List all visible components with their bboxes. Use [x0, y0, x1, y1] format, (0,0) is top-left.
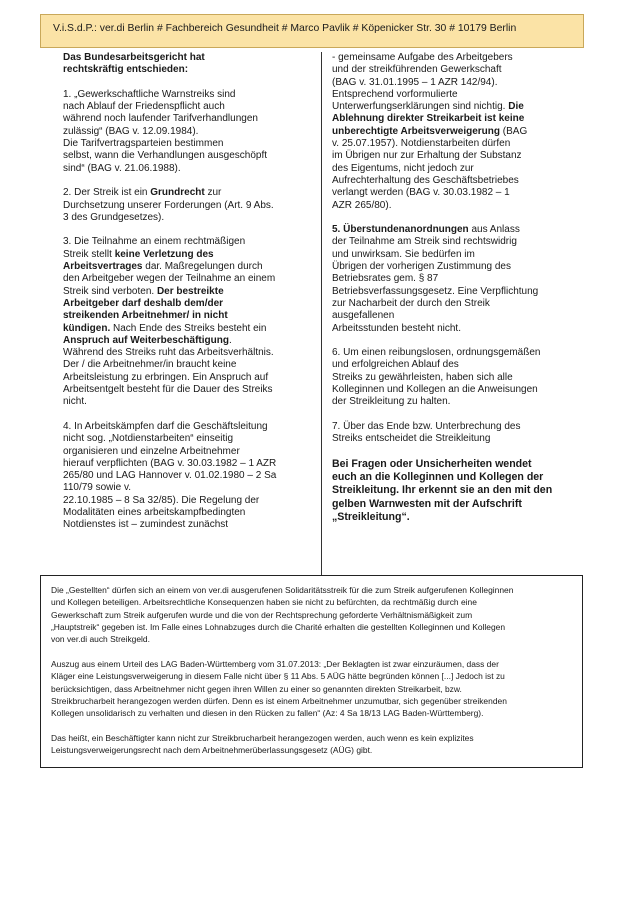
point-7: 7. Über das Ende bzw. Unterbrechung des Streiks entscheidet die Streikleitung: [332, 420, 521, 445]
point-2: 2. Der Streik ist ein Grundrecht zur Durchsetzung unserer Forderungen (Art. 9 Abs. 3 des Grundgesetzes).: [63, 187, 274, 223]
point-6: 6. Um einen reibungslosen, ordnungsgemäßen und erfolgreichen Ablauf des Streiks zu gewährleisten, haben sich alle Kolleginnen und Kollegen an die Anweisungen der Streikleitung zu halten.: [332, 347, 541, 408]
imprint-text: V.i.S.d.P.: ver.di Berlin # Fachbereich Gesundheit # Marco Pavlik # Köpenicker Str. 30 # 10179 Berlin: [53, 23, 517, 34]
notice-paragraph-1: Die „Gestellten“ dürfen sich an einem von ver.di ausgerufenen Solidaritätsstreik für die zum Streik aufgerufenen Kolleginnen und Kollegen beteiligen. Arbeitsrechtliche Konsequenzen haben sie nicht zu befürchten, da rechtmäßig durch eine Gewerkschaft zum Streik aufgerufen wurde und die von der Rechtsprechung geforderte Verhältnismäßigkeit zum „Hauptstreik“ gegeben ist. Im Falle eines Lohnabzuges durch die Charité erhalten die gestellten Kolleginnen und Kollegen von ver.di auch Streikgeld.: [51, 585, 514, 645]
imprint-header: [40, 14, 584, 48]
notice-box: [40, 575, 583, 768]
point-4-continued: - gemeinsame Aufgabe des Arbeitgebers und der streikführenden Gewerkschaft (BAG v. 31.01.1995 – 1 AZR 142/94). Entsprechend vorformulierte Unterwerfungserklärungen sind nichtig. Die Ablehnung direkter Streikarbeit ist keine unberechtigte Arbeitsverweigerung (BAG v. 25.07.1957). Notdienstarbeiten dürfen im Übrigen nur zur Erhaltung der Substanz des Eigentums, nicht jedoch zur Aufrechterhaltung des Geschäftsbetriebes verlangt werden (BAG v. 30.03.1982 – 1 AZR 265/80).: [332, 52, 528, 211]
intro-heading: Das Bundesarbeitsgericht hat rechtskräftig entschieden:: [63, 52, 205, 76]
notice-paragraph-2: Auszug aus einem Urteil des LAG Baden-Württemberg vom 31.07.2013: „Der Beklagten ist zwar einzuräumen, dass der Kläger eine Leistungsverweigerung in diesem Falle nicht über § 11 Abs. 5 AÜG hätte begründen können [...] Jedoch ist zu berücksichtigen, dass Arbeitnehmer nicht gegen ihren Willen zu einer so genannten direkten Streikarbeit, bzw. Streikbrucharbeit herangezogen werden dürfen. Denn es ist einem Arbeitnehmer unzumutbar, sich gegenüber streikenden Kollegen unsolidarisch zu verhalten und diesen in den Rücken zu fallen“ (Az: 4 Sa 18/13 LAG Baden-Württemberg).: [51, 659, 507, 719]
left-column: [63, 52, 311, 532]
right-column: [332, 52, 576, 524]
point-3: 3. Die Teilnahme an einem rechtmäßigen Streik stellt keine Verletzung des Arbeitsvertrages dar. Maßregelungen durch den Arbeitgeber wegen der Teilnahme an einem Streik sind verboten. Der bestreikte Arbeitgeber darf deshalb dem/der streikenden Arbeitnehmer/ in nicht kündigen. Nach Ende des Streiks besteht ein Anspruch auf Weiterbeschäftigung. Während des Streiks ruht das Arbeitsverhältnis. Der / die Arbeitnehmer/in braucht keine Arbeitsleistung zu erbringen. Ein Anspruch auf Arbeitsentgelt besteht für die Dauer des Streiks nicht.: [63, 236, 276, 408]
point-1: 1. „Gewerkschaftliche Warnstreiks sind nach Ablauf der Friedenspflicht auch während noch laufender Tarifverhandlungen zulässig“ (BAG v. 12.09.1984). Die Tarifvertragsparteien bestimmen selbst, wann die Verhandlungen ausgeschöpft sind“ (BAG v. 21.06.1988).: [63, 88, 268, 174]
column-divider: [321, 52, 322, 575]
notice-paragraph-3: Das heißt, ein Beschäftigter kann nicht zur Streikbrucharbeit herangezogen werden, auch wenn es kein explizites Leistungsverweigerungsrecht nach dem Arbeitnehmerüberlassungsgesetz (AÜG) gibt.: [51, 733, 474, 756]
point-5: 5. Überstundenanordnungen aus Anlass der Teilnahme am Streik sind rechtswidrig und unwirksam. Sie bedürfen im Übrigen der vorherigen Zustimmung des Betriebsrates gem. § 87 Betriebsverfassungsgesetz. Eine Verpflichtung zur Nacharbeit der durch den Streik ausgefallenen Arbeitsstunden besteht nicht.: [332, 224, 539, 334]
closing-note: Bei Fragen oder Unsicherheiten wendet euch an die Kolleginnen und Kollegen der Streikleitung. Ihr erkennt sie an den mit den gelben Warnwesten mit der Aufschrift „Streikleitung“.: [332, 457, 553, 523]
point-4: 4. In Arbeitskämpfen darf die Geschäftsleitung nicht sog. „Notdienstarbeiten“ einseitig organisieren und einzelne Arbeitnehmer hierauf verpflichten (BAG v. 30.03.1982 – 1 AZR 265/80 und LAG Hannover v. 01.02.1980 – 2 Sa 110/79 sowie v. 22.10.1985 – 8 Sa 32/85). Die Regelung der Modalitäten eines arbeitskampfbedingten Notdienstes ist – zumindest zunächst: [63, 420, 277, 531]
